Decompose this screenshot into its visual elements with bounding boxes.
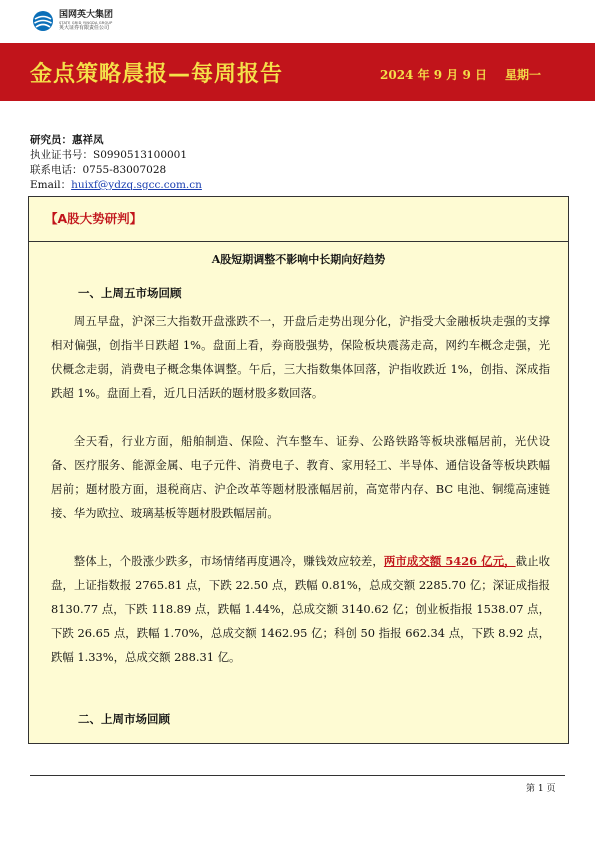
article-title: A股短期调整不影响中长期向好趋势 xyxy=(211,253,386,266)
email-label: Email： xyxy=(30,179,72,191)
logo-subsidiary-name: 英大证券有限责任公司 xyxy=(59,25,110,32)
report-title: 金点策略晨报—每周报告 xyxy=(30,62,284,87)
paragraph-2: 全天看，行业方面，船舶制造、保险、汽车整车、证券、公路铁路等板块涨幅居前，光伏设备、医疗服务、能源金属、电子元件、消费电子、教育、家用轻工、半导体、通信设备等板块跌幅居前；题材股方面，退税商店、沪企改革等题材股涨幅居前，高宽带内存、BC 电池、铜缆高速链接、华为欧拉、玻璃基板等题材股跌幅居前。 xyxy=(51,434,550,520)
report-banner xyxy=(0,43,595,101)
page-number: 第 1 页 xyxy=(526,784,556,794)
paragraph-1: 周五早盘，沪深三大指数开盘涨跌不一，开盘后走势出现分化，沪指受大金融板块走强的支撑相对偏强，创指半日跌超 1%。盘面上看，券商股强势，保险板块震荡走高，网约车概念走强，光伏概念走弱，消费电子概念集体调整。午后，三大指数集体回落，沪指收跌近 1%，创指、深成指跌超 1%。盘面上看，近几日活跃的题材股多数回落。 xyxy=(51,314,550,400)
report-weekday: 星期一 xyxy=(505,68,542,82)
analyst-label: 研究员： xyxy=(30,134,72,146)
section-label: 【A股大势研判】 xyxy=(45,211,143,226)
email-link[interactable]: huixf@ydzq.sgcc.com.cn xyxy=(71,179,202,191)
paragraph-3 xyxy=(51,549,550,669)
box-header xyxy=(29,197,568,242)
turnover-highlight: 两市成交额 5426 亿元， xyxy=(383,554,516,568)
report-date: 2024 年 9 月 9 日 xyxy=(380,68,487,82)
analyst-row xyxy=(30,133,202,148)
logo-company-name: 国网英大集团 xyxy=(59,9,114,20)
paragraph-3-intro: 整体上，个股涨少跌多，市场情绪再度遇冷，赚钱效应较差， xyxy=(73,554,384,568)
section-heading-1: 一、上周五市场回顾 xyxy=(78,286,182,300)
logo-english-name: STATE GRID YINGDA GROUP xyxy=(59,20,113,25)
market-analysis-box xyxy=(28,196,569,744)
globe-icon xyxy=(32,10,54,32)
phone-number: 联系电话：0755-83007028 xyxy=(30,164,167,176)
paragraph-3-body: 截止收盘，上证指数报 2765.81 点，下跌 22.50 点，跌幅 0.81%，总成交额 2285.70 亿；深证成指报 8130.77 点，下跌 118.89 点，跌幅 1.44%，总成交额 3140.62 亿；创业板指报 1538.07 点，下跌 26.65 点，跌幅 1.70%，总成交额 1462.95 亿；科创 50 指报 662.34 点，下跌 8.92 点，跌幅 1.33%，总成交额 288.31 亿。 xyxy=(51,554,550,664)
author-info xyxy=(30,133,202,193)
company-logo xyxy=(32,10,113,32)
footer-rule xyxy=(30,775,565,776)
cert-number: 执业证书号：S0990513100001 xyxy=(30,149,188,161)
analyst-name: 惠祥凤 xyxy=(72,134,104,146)
section-heading-2: 二、上周市场回顾 xyxy=(78,712,170,726)
email-row xyxy=(30,178,202,193)
